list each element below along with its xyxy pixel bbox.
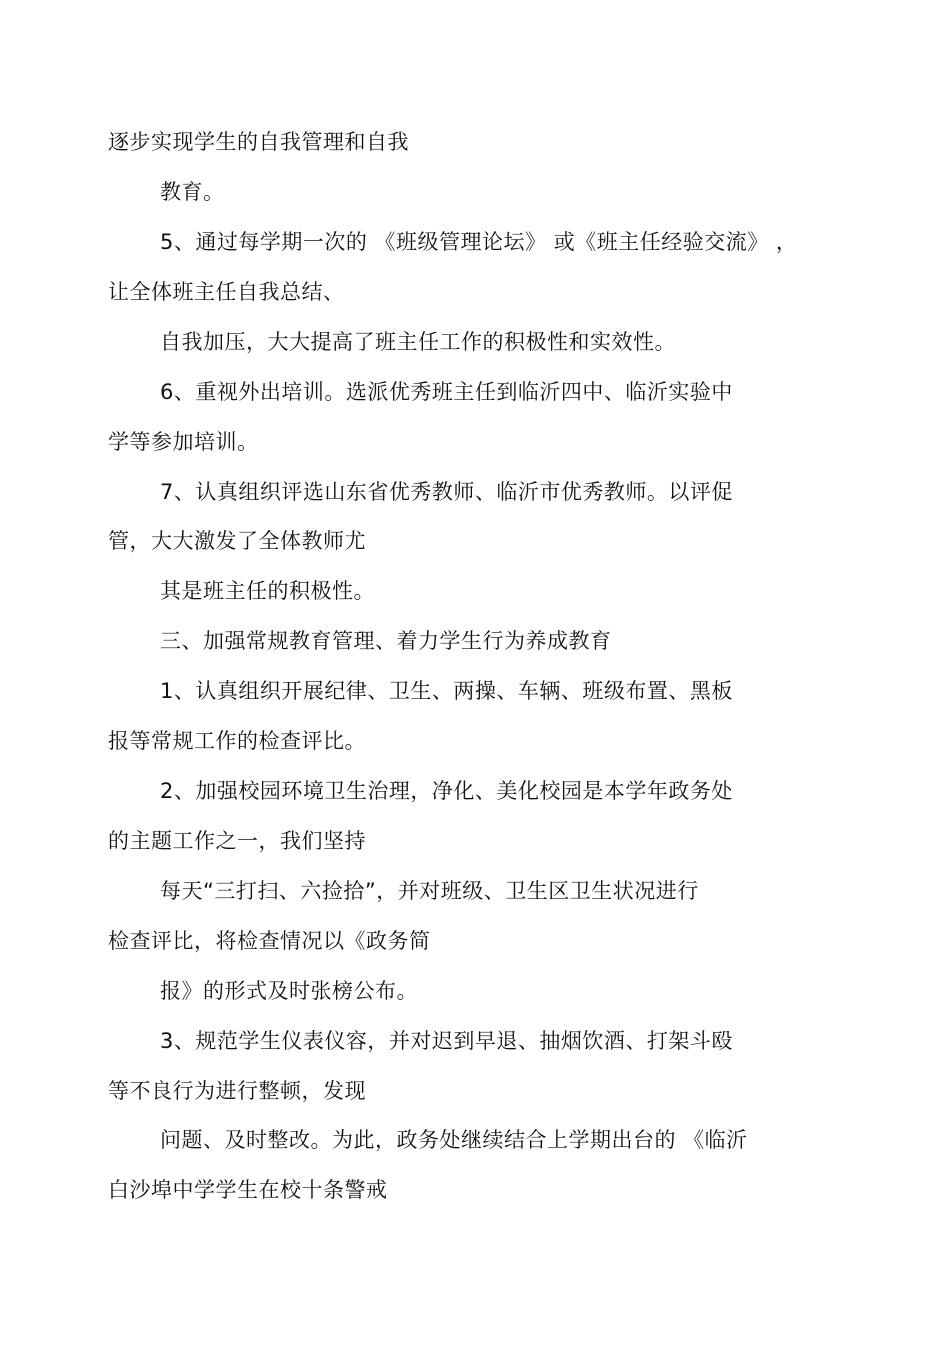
section-heading: 三、加强常规教育管理、着力学生行为养成教育 — [160, 629, 612, 653]
text-line: 2、加强校园环境卫生治理，净化、美化校园是本学年政务处 — [160, 779, 733, 803]
text-line: 等不良行为进行整顿，发现 — [108, 1079, 366, 1103]
text-line: 检查评比，将检查情况以《政务简 — [108, 929, 431, 953]
text-line: 学等参加培训。 — [108, 430, 259, 454]
text-line: 7、认真组织评选山东省优秀教师、临沂市优秀教师。以评促 — [160, 480, 733, 504]
text-line: 白沙埠中学学生在校十条警戒 — [108, 1178, 388, 1202]
text-line: 3、规范学生仪表仪容，并对迟到早退、抽烟饮酒、打架斗殴 — [160, 1029, 733, 1053]
text-line: 教育。 — [160, 180, 225, 204]
text-line: 报等常规工作的检查评比。 — [108, 729, 366, 753]
text-line: 自我加压，大大提高了班主任工作的积极性和实效性。 — [160, 330, 676, 354]
text-line: 报》的形式及时张榜公布。 — [160, 979, 418, 1003]
text-line: 让全体班主任自我总结、 — [108, 280, 345, 304]
text-line: 每天“三打扫、六捡拾”，并对班级、卫生区卫生状况进行 — [160, 879, 699, 903]
text-line: 其是班主任的积极性。 — [160, 579, 375, 603]
text-line: 5、通过每学期一次的 《班级管理论坛》 或《班主任经验交流》 ， — [160, 230, 798, 254]
text-line: 管，大大激发了全体教师尤 — [108, 529, 366, 553]
text-line: 问题、及时整改。为此，政务处继续结合上学期出台的 《临沂 — [160, 1128, 748, 1152]
text-line: 逐步实现学生的自我管理和自我 — [108, 130, 409, 154]
text-line: 的主题工作之一，我们坚持 — [108, 829, 366, 853]
text-line: 1、认真组织开展纪律、卫生、两操、车辆、班级布置、黑板 — [160, 679, 733, 703]
text-line: 6、重视外出培训。选派优秀班主任到临沂四中、临沂实验中 — [160, 380, 733, 404]
